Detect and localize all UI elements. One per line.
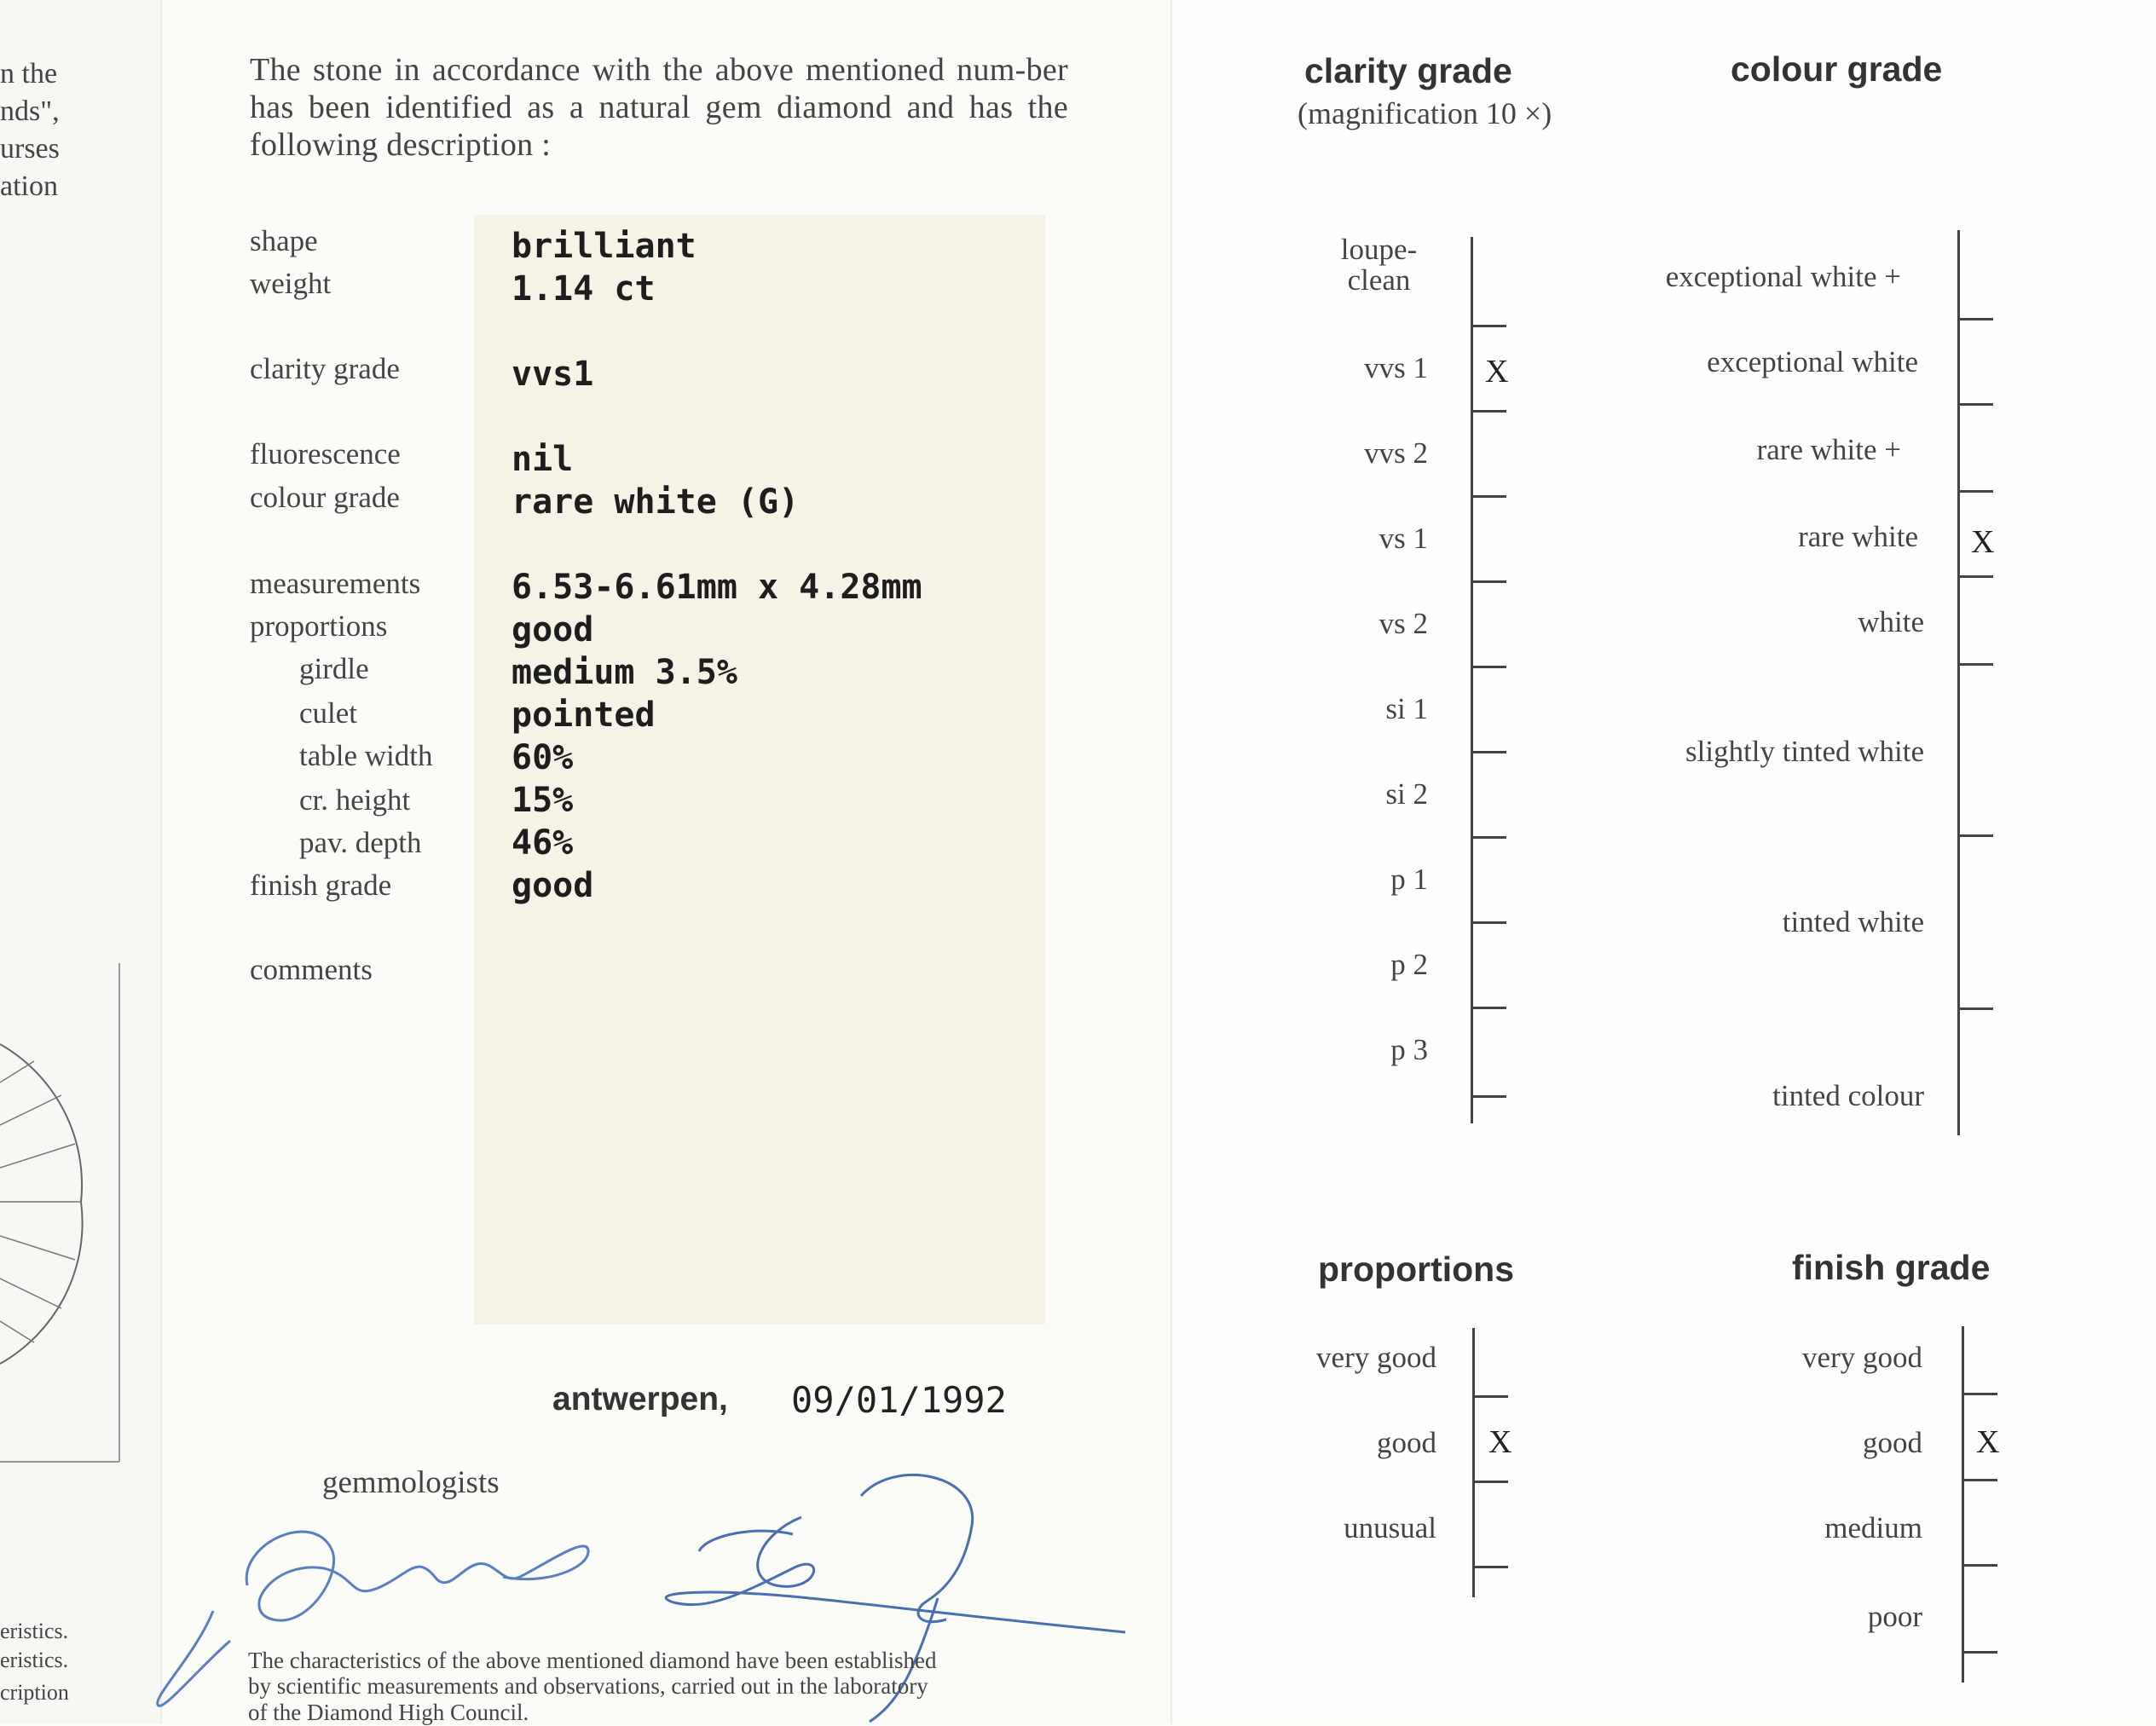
scale-tick [1963, 1651, 1997, 1654]
colour-grade-exceptional-white-plus: exceptional white + [1665, 260, 1901, 293]
colour-grade-tinted-colour: tinted colour [1772, 1079, 1924, 1112]
finish-label: finish grade [250, 869, 392, 902]
colour-scale-title: colour grade [1731, 49, 1943, 89]
colour-scale-axis [1957, 230, 1960, 1135]
fragment-text: eristics. [0, 1648, 69, 1672]
weight-label: weight [250, 267, 332, 300]
scale-tick [1959, 1007, 1993, 1010]
clarity-grade-vs2: vs 2 [1379, 607, 1428, 640]
proportions-scale-axis [1472, 1328, 1475, 1597]
shape-value: brilliant [512, 227, 697, 266]
fragment-text: nds", [0, 95, 60, 127]
proportions-grade-good: good [1377, 1426, 1436, 1459]
clarity-grade-si1: si 1 [1385, 692, 1428, 725]
table-width-label: table width [299, 739, 433, 772]
clarity-grade-p2: p 2 [1390, 948, 1428, 981]
finish-grade-medium: medium [1824, 1511, 1922, 1544]
clarity-grade-vvs1: vvs 1 [1364, 351, 1428, 384]
scale-tick [1963, 1479, 1997, 1481]
colour-label: colour grade [250, 481, 400, 514]
measurements-label: measurements [250, 567, 421, 600]
scale-tick [1472, 495, 1506, 498]
finish-grade-very-good: very good [1802, 1341, 1922, 1374]
scale-tick [1959, 834, 1993, 837]
scale-tick [1472, 836, 1506, 839]
comments-label: comments [250, 953, 373, 986]
scale-tick [1472, 325, 1506, 327]
fluorescence-label: fluorescence [250, 437, 401, 470]
girdle-label: girdle [299, 652, 369, 685]
finish-mark: X [1976, 1424, 2000, 1460]
clarity-grade-vvs2: vvs 2 [1364, 436, 1428, 470]
culet-value: pointed [512, 696, 656, 735]
clarity-scale-subtitle: (magnification 10 ×) [1298, 96, 1552, 130]
finish-value: good [512, 866, 594, 905]
gemmologists-label: gemmologists [322, 1465, 500, 1500]
pav-depth-value: 46% [512, 823, 574, 863]
scale-tick [1472, 921, 1506, 924]
colour-grade-white: white [1858, 605, 1924, 638]
scale-tick [1959, 575, 1993, 578]
colour-grade-rare-white-plus: rare white + [1756, 433, 1901, 466]
table-width-value: 60% [512, 738, 574, 777]
fragment-text: urses [0, 133, 60, 165]
culet-label: culet [299, 696, 358, 730]
scale-tick [1472, 410, 1506, 413]
shape-label: shape [250, 224, 318, 257]
clarity-label: clarity grade [250, 352, 400, 385]
cr-height-value: 15% [512, 781, 574, 820]
scale-tick [1959, 663, 1993, 666]
fold-line [1170, 0, 1172, 1724]
scale-tick [1963, 1393, 1997, 1395]
scale-tick [1963, 1564, 1997, 1567]
finish-grade-good: good [1863, 1426, 1922, 1459]
scale-tick [1472, 1095, 1506, 1098]
clarity-grade-loupe-clean: loupe- clean [1340, 233, 1418, 297]
proportions-value: good [512, 610, 594, 649]
clarity-grade-vs1: vs 1 [1379, 522, 1428, 555]
measurements-value: 6.53-6.61mm x 4.28mm [512, 568, 922, 607]
pav-depth-label: pav. depth [299, 826, 422, 859]
right-panel [1172, 0, 2156, 1724]
scale-tick [1472, 751, 1506, 753]
colour-grade-slightly-tinted-white: slightly tinted white [1685, 735, 1924, 768]
fluorescence-value: nil [512, 440, 574, 479]
proportions-scale-title: proportions [1318, 1250, 1515, 1289]
intro-paragraph: The stone in accordance with the above mentioned num-ber has been identified as a natural gem diamond and has the following description : [250, 52, 1068, 163]
fragment-text: eristics. [0, 1619, 69, 1643]
certificate-date: 09/01/1992 [791, 1379, 1007, 1421]
footer-line: The characteristics of the above mentioned diamond have been established [248, 1648, 937, 1673]
cr-height-label: cr. height [299, 783, 411, 817]
scale-tick [1474, 1481, 1508, 1483]
colour-value: rare white (G) [512, 482, 800, 522]
proportions-grade-unusual: unusual [1344, 1511, 1436, 1544]
place-label: antwerpen, [552, 1381, 728, 1417]
scale-tick [1959, 318, 1993, 320]
clarity-grade-p1: p 1 [1390, 863, 1428, 896]
clarity-value: vvs1 [512, 355, 594, 394]
finish-scale-title: finish grade [1792, 1248, 1991, 1287]
scale-tick [1959, 490, 1993, 493]
clarity-scale-title: clarity grade [1304, 51, 1512, 90]
finish-scale-axis [1962, 1326, 1964, 1683]
finish-grade-poor: poor [1867, 1600, 1922, 1633]
proportions-label: proportions [250, 609, 388, 643]
colour-grade-tinted-white: tinted white [1782, 905, 1924, 938]
colour-mark: X [1971, 524, 1995, 560]
scale-tick [1474, 1395, 1508, 1398]
scale-tick [1472, 666, 1506, 668]
footer-line: of the Diamond High Council. [248, 1700, 529, 1725]
fragment-text: ation [0, 170, 58, 202]
clarity-mark: X [1485, 354, 1509, 390]
scale-tick [1959, 403, 1993, 406]
colour-grade-rare-white: rare white [1798, 520, 1918, 553]
weight-value: 1.14 ct [512, 269, 656, 309]
clarity-scale-axis [1471, 237, 1473, 1123]
clarity-grade-p3: p 3 [1390, 1033, 1428, 1066]
colour-grade-exceptional-white: exceptional white [1707, 345, 1918, 378]
scale-tick [1472, 580, 1506, 583]
fragment-text: n the [0, 58, 58, 89]
clarity-grade-si2: si 2 [1385, 777, 1428, 811]
scale-tick [1472, 1007, 1506, 1009]
girdle-value: medium 3.5% [512, 653, 737, 692]
proportions-grade-very-good: very good [1316, 1341, 1436, 1374]
footer-line: by scientific measurements and observations, carried out in the laboratory [248, 1673, 928, 1699]
diamond-diagram [0, 955, 128, 1466]
proportions-mark: X [1488, 1424, 1512, 1460]
fragment-text: cription [0, 1680, 69, 1705]
scale-tick [1474, 1566, 1508, 1568]
